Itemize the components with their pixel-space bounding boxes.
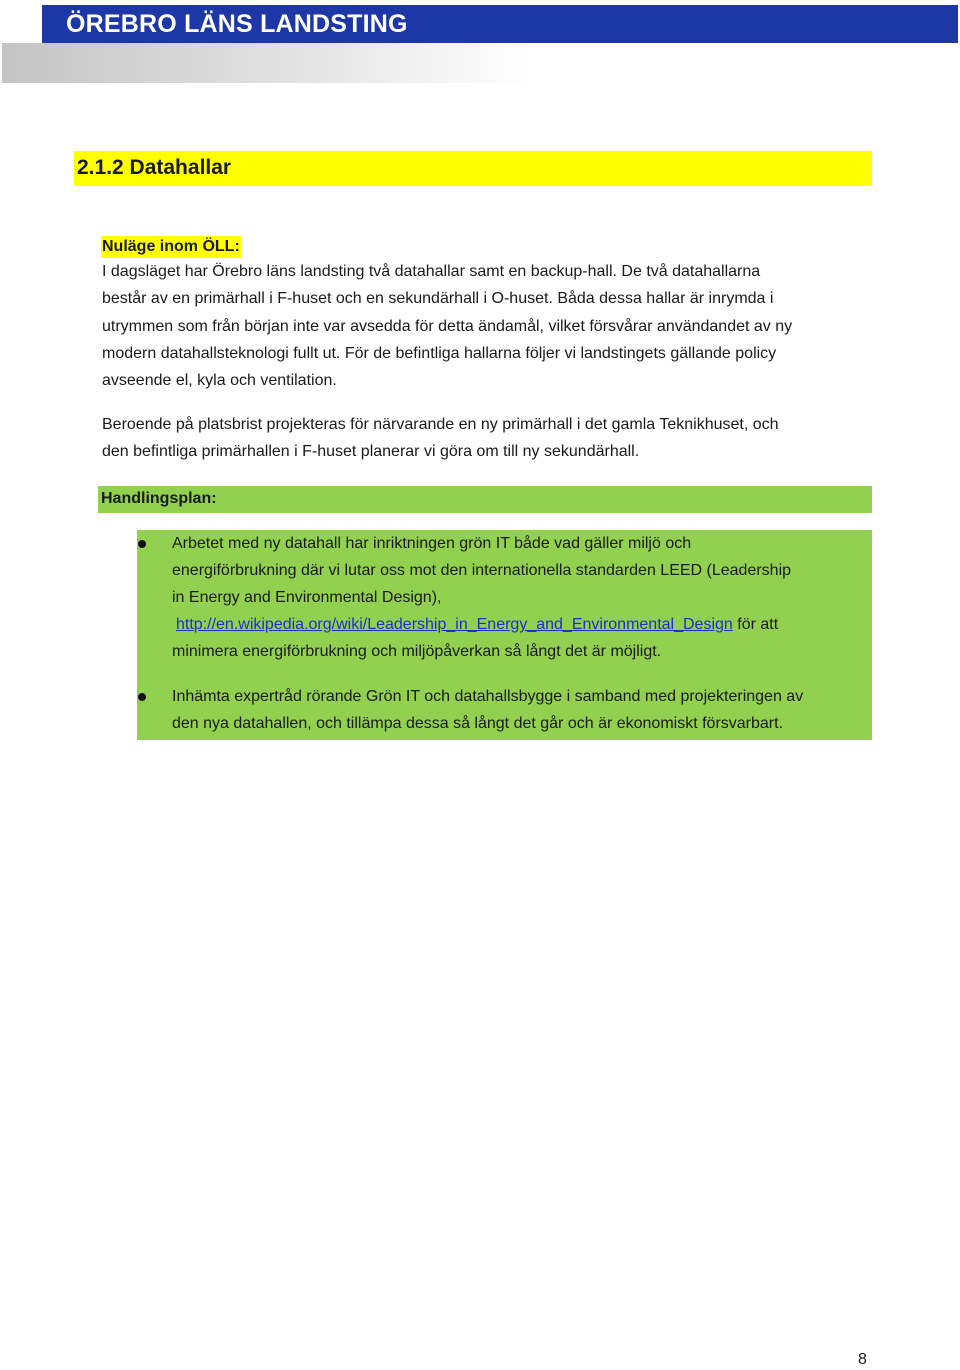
action-plan-label bbox=[98, 486, 872, 513]
paragraph-line: består av en primärhall i F-huset och en sekundärhall i O-huset. Båda dessa hallar är inrymda i bbox=[102, 290, 774, 307]
bullet-icon bbox=[138, 540, 146, 548]
list-item-line: minimera energiförbrukning och miljöpåverkan så långt det är möjligt. bbox=[172, 643, 662, 660]
paragraph-line: avseende el, kyla och ventilation. bbox=[102, 372, 337, 389]
list-item-line: energiförbrukning där vi lutar oss mot den internationella standarden LEED (Leadership bbox=[172, 562, 792, 579]
list-item-line: Inhämta expertråd rörande Grön IT och datahallsbygge i samband med projekteringen av bbox=[172, 688, 804, 705]
list-item-line: Arbetet med ny datahall har inriktningen grön IT både vad gäller miljö och bbox=[172, 535, 692, 552]
paragraph-line: utrymmen som från början inte var avsedda för detta ändamål, vilket försvårar användandet av ny bbox=[102, 318, 793, 335]
paragraph-line: I dagsläget har Örebro läns landsting två datahallar samt en backup-hall. De två datahallarna bbox=[102, 263, 761, 280]
paragraph-line: modern datahallsteknologi fullt ut. För de befintliga hallarna följer vi landstingets gällande policy bbox=[102, 345, 777, 362]
header-bar bbox=[42, 5, 958, 43]
list-item-line bbox=[176, 614, 778, 636]
header-gradient-band bbox=[2, 43, 958, 83]
list-item-line: in Energy and Environmental Design), bbox=[172, 589, 442, 606]
link-trailing-text: för att bbox=[732, 616, 779, 633]
status-label: Nuläge inom ÖLL: bbox=[101, 236, 241, 258]
organization-title: ÖREBRO LÄNS LANDSTING bbox=[66, 10, 408, 38]
paragraph-line: Beroende på platsbrist projekteras för närvarande en ny primärhall i det gamla Teknikhuset, och bbox=[102, 416, 779, 433]
page-number: 8 bbox=[858, 1351, 867, 1368]
leed-wikipedia-link[interactable]: http://en.wikipedia.org/wiki/Leadership_in_Energy_and_Environmental_Design bbox=[176, 616, 733, 633]
section-heading bbox=[74, 151, 872, 186]
list-item-line: den nya datahallen, och tillämpa dessa så långt det går och är ekonomiskt försvarbart. bbox=[172, 715, 784, 732]
action-plan-label-text: Handlingsplan: bbox=[101, 490, 217, 507]
section-heading-text: 2.1.2 Datahallar bbox=[77, 156, 232, 179]
paragraph-line: den befintliga primärhallen i F-huset planerar vi göra om till ny sekundärhall. bbox=[102, 443, 640, 460]
bullet-icon bbox=[138, 693, 146, 701]
